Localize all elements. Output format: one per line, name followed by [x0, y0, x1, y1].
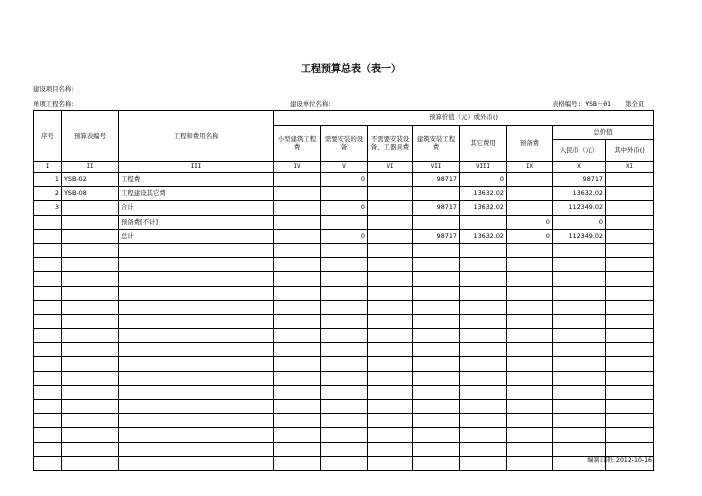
- roman-numeral-row: [34, 162, 654, 173]
- empty-row: [34, 442, 654, 456]
- empty-cell: [34, 329, 62, 343]
- empty-cell: [321, 300, 368, 314]
- empty-cell: [507, 357, 553, 371]
- empty-cell: [34, 371, 62, 385]
- empty-cell: [413, 258, 460, 272]
- empty-cell: [274, 357, 321, 371]
- empty-cell: [62, 329, 119, 343]
- empty-cell: [119, 456, 274, 470]
- other-cost-cell: 13632.02: [460, 201, 507, 215]
- seq-cell: 2: [34, 187, 62, 201]
- empty-cell: [274, 314, 321, 328]
- empty-cell: [119, 385, 274, 399]
- empty-cell: [368, 314, 413, 328]
- reserve-cell: 0: [507, 215, 553, 229]
- small-building-cell: [274, 229, 321, 243]
- empty-cell: [413, 442, 460, 456]
- seq-cell: [34, 215, 62, 229]
- roman-cell: VI: [368, 162, 413, 173]
- empty-cell: [606, 272, 654, 286]
- empty-cell: [460, 343, 507, 357]
- empty-cell: [119, 357, 274, 371]
- empty-cell: [553, 371, 606, 385]
- empty-cell: [507, 428, 553, 442]
- budget-no-cell: YSB-08: [62, 187, 119, 201]
- empty-cell: [62, 272, 119, 286]
- rmb-total-cell: 98717: [553, 173, 606, 187]
- empty-cell: [321, 442, 368, 456]
- roman-cell: VII: [413, 162, 460, 173]
- empty-cell: [413, 385, 460, 399]
- empty-cell: [606, 414, 654, 428]
- empty-cell: [460, 385, 507, 399]
- empty-row: [34, 286, 654, 300]
- item-name-cell: 工程费: [119, 173, 274, 187]
- equip-install-cell: [321, 187, 368, 201]
- empty-cell: [62, 456, 119, 470]
- roman-cell: III: [119, 162, 274, 173]
- roman-cell: II: [62, 162, 119, 173]
- project-name-label: 建设项目名称:: [33, 85, 74, 93]
- empty-cell: [34, 258, 62, 272]
- foreign-total-cell: [606, 173, 654, 187]
- empty-cell: [274, 300, 321, 314]
- empty-cell: [606, 343, 654, 357]
- table-row: [34, 173, 654, 187]
- empty-cell: [553, 272, 606, 286]
- empty-cell: [34, 272, 62, 286]
- empty-cell: [553, 314, 606, 328]
- empty-cell: [606, 400, 654, 414]
- empty-cell: [553, 243, 606, 257]
- empty-row: [34, 258, 654, 272]
- roman-cell: XI: [606, 162, 654, 173]
- empty-cell: [460, 243, 507, 257]
- empty-cell: [119, 428, 274, 442]
- empty-cell: [119, 414, 274, 428]
- empty-cell: [368, 456, 413, 470]
- other-cost-cell: 0: [460, 173, 507, 187]
- reserve-cell: [507, 173, 553, 187]
- reserve-cell: [507, 201, 553, 215]
- empty-cell: [119, 258, 274, 272]
- empty-cell: [413, 272, 460, 286]
- seq-cell: [34, 229, 62, 243]
- empty-cell: [553, 300, 606, 314]
- empty-cell: [321, 456, 368, 470]
- building-install-cell: 98717: [413, 201, 460, 215]
- empty-cell: [274, 371, 321, 385]
- empty-cell: [368, 442, 413, 456]
- small-building-cell: [274, 173, 321, 187]
- empty-cell: [606, 371, 654, 385]
- empty-cell: [507, 286, 553, 300]
- empty-cell: [119, 314, 274, 328]
- empty-row: [34, 357, 654, 371]
- unit-name-label: 建设单位名称:: [290, 100, 331, 108]
- empty-cell: [606, 428, 654, 442]
- empty-cell: [460, 258, 507, 272]
- empty-row: [34, 414, 654, 428]
- roman-cell: X: [553, 162, 606, 173]
- empty-cell: [368, 243, 413, 257]
- empty-cell: [553, 428, 606, 442]
- rmb-total-cell: 112349.02: [553, 201, 606, 215]
- empty-cell: [507, 300, 553, 314]
- empty-cell: [368, 258, 413, 272]
- header-rmb: 人民币（元）: [553, 140, 606, 162]
- empty-cell: [119, 442, 274, 456]
- other-cost-cell: [460, 215, 507, 229]
- empty-cell: [507, 329, 553, 343]
- empty-cell: [62, 385, 119, 399]
- roman-cell: IX: [507, 162, 553, 173]
- table-row: [34, 201, 654, 215]
- roman-cell: VIII: [460, 162, 507, 173]
- prepared-date: 编制日期: 2012-10-16: [587, 457, 652, 464]
- empty-cell: [34, 456, 62, 470]
- empty-cell: [119, 300, 274, 314]
- empty-cell: [553, 286, 606, 300]
- empty-cell: [34, 243, 62, 257]
- empty-cell: [62, 300, 119, 314]
- building-install-cell: [413, 215, 460, 229]
- empty-cell: [34, 314, 62, 328]
- budget-no-cell: [62, 215, 119, 229]
- empty-cell: [321, 400, 368, 414]
- no-install-cell: [368, 201, 413, 215]
- empty-cell: [321, 286, 368, 300]
- empty-cell: [34, 385, 62, 399]
- empty-cell: [507, 243, 553, 257]
- empty-cell: [274, 442, 321, 456]
- header-total-group: 总价值: [553, 125, 654, 140]
- budget-no-cell: [62, 201, 119, 215]
- empty-cell: [606, 258, 654, 272]
- empty-cell: [413, 329, 460, 343]
- empty-cell: [368, 357, 413, 371]
- table-row: [34, 215, 654, 229]
- empty-cell: [321, 357, 368, 371]
- empty-cell: [606, 286, 654, 300]
- header-no-install: 不需要安装设备、工器具费: [368, 125, 413, 162]
- header-building-install: 建筑安装工程费: [413, 125, 460, 162]
- empty-cell: [274, 343, 321, 357]
- empty-cell: [274, 258, 321, 272]
- empty-cell: [321, 258, 368, 272]
- empty-cell: [606, 385, 654, 399]
- header-seq: 序号: [34, 111, 62, 162]
- single-project-label: 单项工程名称:: [33, 100, 74, 108]
- empty-cell: [507, 442, 553, 456]
- empty-cell: [460, 300, 507, 314]
- item-name-cell: 预备费[不计]: [119, 215, 274, 229]
- building-install-cell: 98717: [413, 229, 460, 243]
- reserve-cell: [507, 187, 553, 201]
- foreign-total-cell: [606, 215, 654, 229]
- building-install-cell: 98717: [413, 173, 460, 187]
- empty-cell: [62, 243, 119, 257]
- empty-cell: [507, 456, 553, 470]
- item-name-cell: 总计: [119, 229, 274, 243]
- budget-no-cell: YSB-02: [62, 173, 119, 187]
- empty-cell: [368, 272, 413, 286]
- empty-cell: [460, 428, 507, 442]
- empty-cell: [34, 400, 62, 414]
- table-row: [34, 229, 654, 243]
- equip-install-cell: 0: [321, 229, 368, 243]
- empty-cell: [413, 300, 460, 314]
- empty-cell: [553, 414, 606, 428]
- empty-cell: [62, 343, 119, 357]
- budget-no-cell: [62, 229, 119, 243]
- small-building-cell: [274, 215, 321, 229]
- empty-cell: [553, 329, 606, 343]
- rmb-total-cell: 112349.02: [553, 229, 606, 243]
- rmb-total-cell: 13632.02: [553, 187, 606, 201]
- header-budget-no: 预算表编号: [62, 111, 119, 162]
- header-small-building: 小型建筑工程费: [274, 125, 321, 162]
- empty-cell: [62, 314, 119, 328]
- empty-cell: [274, 456, 321, 470]
- empty-cell: [119, 243, 274, 257]
- empty-cell: [368, 300, 413, 314]
- empty-row: [34, 300, 654, 314]
- equip-install-cell: 0: [321, 201, 368, 215]
- empty-cell: [460, 400, 507, 414]
- other-cost-cell: 13632.02: [460, 229, 507, 243]
- empty-row: [34, 243, 654, 257]
- empty-cell: [62, 442, 119, 456]
- empty-cell: [368, 286, 413, 300]
- header-foreign: 其中外币(): [606, 140, 654, 162]
- small-building-cell: [274, 187, 321, 201]
- empty-cell: [553, 343, 606, 357]
- equip-install-cell: [321, 215, 368, 229]
- empty-cell: [413, 456, 460, 470]
- empty-cell: [368, 385, 413, 399]
- reserve-cell: 0: [507, 229, 553, 243]
- empty-cell: [606, 357, 654, 371]
- empty-cell: [321, 272, 368, 286]
- empty-row: [34, 385, 654, 399]
- empty-cell: [274, 385, 321, 399]
- empty-cell: [62, 371, 119, 385]
- empty-cell: [460, 272, 507, 286]
- empty-row: [34, 343, 654, 357]
- seq-cell: 3: [34, 201, 62, 215]
- empty-cell: [34, 357, 62, 371]
- empty-cell: [413, 414, 460, 428]
- empty-cell: [460, 442, 507, 456]
- empty-cell: [507, 371, 553, 385]
- empty-cell: [62, 400, 119, 414]
- equip-install-cell: 0: [321, 173, 368, 187]
- roman-cell: I: [34, 162, 62, 173]
- empty-cell: [460, 371, 507, 385]
- empty-cell: [460, 414, 507, 428]
- empty-cell: [413, 314, 460, 328]
- empty-cell: [62, 286, 119, 300]
- roman-cell: V: [321, 162, 368, 173]
- empty-cell: [606, 300, 654, 314]
- item-name-cell: 合计: [119, 201, 274, 215]
- empty-cell: [507, 400, 553, 414]
- empty-row: [34, 371, 654, 385]
- empty-cell: [553, 357, 606, 371]
- empty-cell: [62, 258, 119, 272]
- empty-cell: [321, 385, 368, 399]
- empty-cell: [460, 314, 507, 328]
- foreign-total-cell: [606, 187, 654, 201]
- empty-cell: [413, 343, 460, 357]
- empty-cell: [34, 442, 62, 456]
- empty-cell: [274, 243, 321, 257]
- empty-cell: [507, 414, 553, 428]
- empty-cell: [62, 357, 119, 371]
- empty-cell: [274, 414, 321, 428]
- empty-cell: [119, 286, 274, 300]
- empty-cell: [413, 428, 460, 442]
- page-title: 工程预算总表（表一）: [301, 64, 401, 75]
- form-number: 表格编号: YSB－01: [552, 100, 611, 108]
- other-cost-cell: 13632.02: [460, 187, 507, 201]
- no-install-cell: [368, 187, 413, 201]
- empty-cell: [119, 272, 274, 286]
- header-other: 其它费用: [460, 125, 507, 162]
- empty-cell: [606, 329, 654, 343]
- table-row: [34, 187, 654, 201]
- empty-cell: [34, 343, 62, 357]
- empty-cell: [321, 243, 368, 257]
- empty-cell: [34, 428, 62, 442]
- empty-cell: [460, 286, 507, 300]
- foreign-total-cell: [606, 201, 654, 215]
- page-indicator: 第全页: [625, 100, 645, 108]
- empty-cell: [62, 414, 119, 428]
- roman-cell: IV: [274, 162, 321, 173]
- empty-cell: [553, 400, 606, 414]
- empty-row: [34, 456, 654, 470]
- empty-cell: [119, 400, 274, 414]
- empty-cell: [274, 286, 321, 300]
- empty-cell: [368, 400, 413, 414]
- empty-cell: [553, 258, 606, 272]
- empty-cell: [368, 371, 413, 385]
- empty-cell: [507, 385, 553, 399]
- empty-cell: [274, 329, 321, 343]
- empty-cell: [460, 357, 507, 371]
- empty-cell: [321, 428, 368, 442]
- empty-row: [34, 400, 654, 414]
- empty-cell: [413, 400, 460, 414]
- empty-cell: [321, 343, 368, 357]
- empty-cell: [507, 258, 553, 272]
- header-equip-install: 需要安装的设备: [321, 125, 368, 162]
- foreign-total-cell: [606, 229, 654, 243]
- empty-row: [34, 428, 654, 442]
- empty-cell: [413, 286, 460, 300]
- item-name-cell: 工程建设其它费: [119, 187, 274, 201]
- empty-cell: [507, 272, 553, 286]
- empty-cell: [460, 329, 507, 343]
- empty-cell: [321, 414, 368, 428]
- empty-cell: [274, 272, 321, 286]
- empty-cell: [606, 314, 654, 328]
- empty-cell: [119, 343, 274, 357]
- budget-table: [33, 110, 654, 471]
- no-install-cell: [368, 215, 413, 229]
- no-install-cell: [368, 173, 413, 187]
- empty-cell: [507, 314, 553, 328]
- empty-cell: [368, 343, 413, 357]
- empty-cell: [606, 243, 654, 257]
- empty-row: [34, 272, 654, 286]
- empty-cell: [413, 243, 460, 257]
- empty-cell: [507, 343, 553, 357]
- building-install-cell: [413, 187, 460, 201]
- empty-row: [34, 314, 654, 328]
- empty-cell: [413, 357, 460, 371]
- small-building-cell: [274, 201, 321, 215]
- empty-cell: [321, 329, 368, 343]
- empty-cell: [34, 286, 62, 300]
- empty-cell: [62, 428, 119, 442]
- empty-cell: [34, 300, 62, 314]
- empty-row: [34, 329, 654, 343]
- seq-cell: 1: [34, 173, 62, 187]
- empty-cell: [368, 414, 413, 428]
- empty-cell: [34, 414, 62, 428]
- empty-cell: [368, 329, 413, 343]
- empty-cell: [321, 314, 368, 328]
- no-install-cell: [368, 229, 413, 243]
- header-item-name: 工程和费用名称: [119, 111, 274, 162]
- header-price-group: 预算价值（元）或外币(): [274, 111, 654, 126]
- empty-cell: [368, 428, 413, 442]
- empty-cell: [119, 371, 274, 385]
- empty-cell: [119, 329, 274, 343]
- empty-cell: [274, 428, 321, 442]
- header-reserve: 预备费: [507, 125, 553, 162]
- empty-cell: [460, 456, 507, 470]
- empty-cell: [553, 385, 606, 399]
- empty-cell: [274, 400, 321, 414]
- rmb-total-cell: 0: [553, 215, 606, 229]
- empty-cell: [413, 371, 460, 385]
- empty-cell: [321, 371, 368, 385]
